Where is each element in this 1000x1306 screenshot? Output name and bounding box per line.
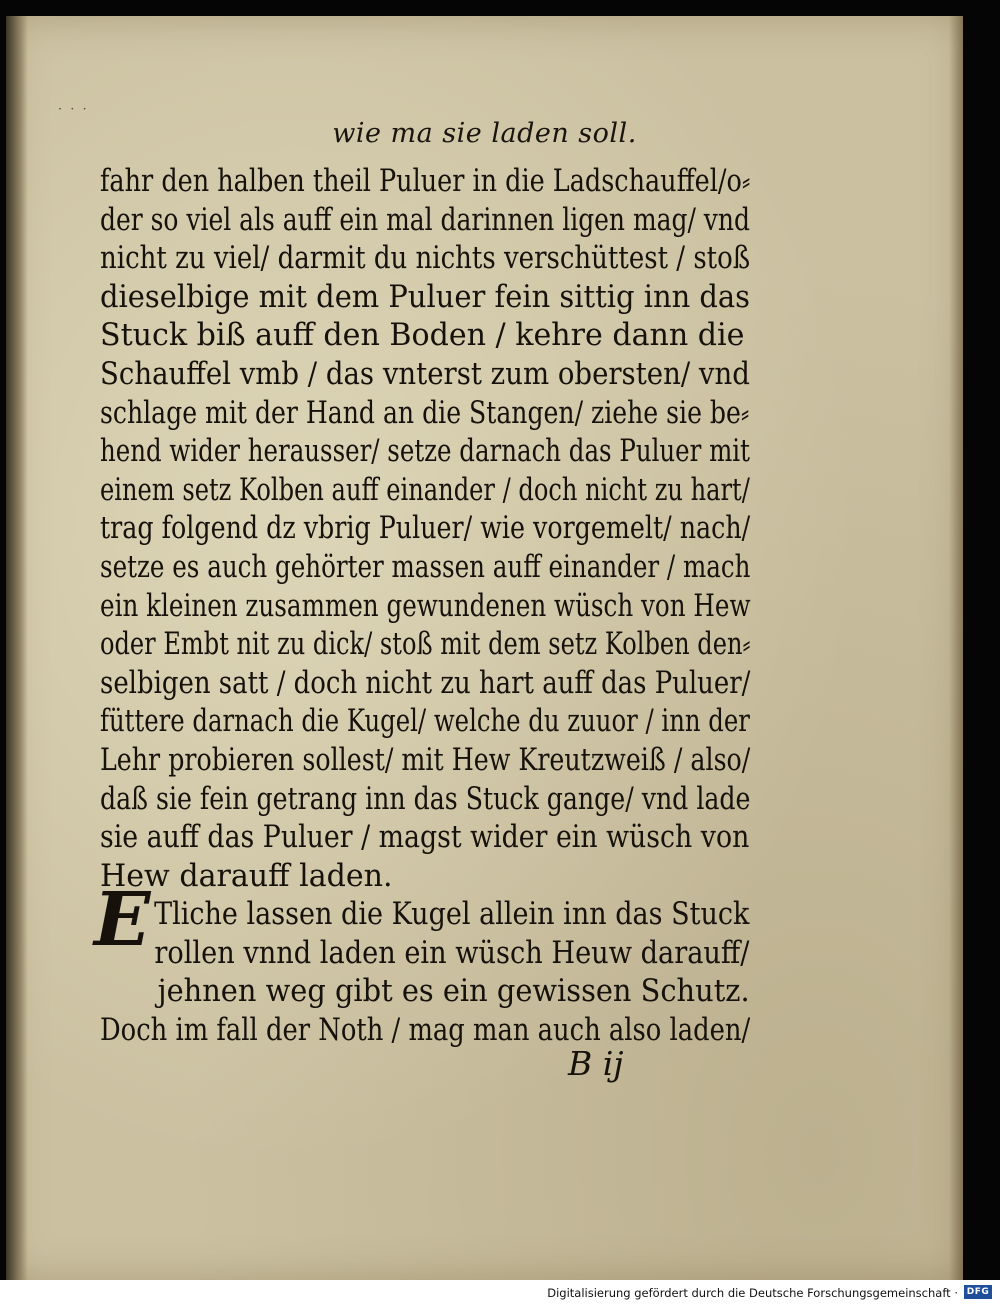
text-line: ein kleinen zusammen gewundenen wüsch von Hew <box>100 587 751 624</box>
text-line: nicht zu viel/ darmit du nichts verschüttest / stoß <box>100 240 751 277</box>
text-line: fahr den halben theil Puluer in die Ladschauffel/o⸗ <box>100 163 751 199</box>
funding-credit: Digitalisierung gefördert durch die Deutsche Forschungsgemeinschaft · <box>547 1286 958 1300</box>
text-line: jehnen weg gibt es ein gewissen Schutz. <box>157 973 750 1010</box>
page-spine-shadow <box>6 16 28 1280</box>
running-head: wie ma sie laden soll. <box>332 118 637 149</box>
text-line: Lehr probieren sollest/ mit Hew Kreutzweiß / also/ <box>100 741 751 778</box>
text-line: sie auff das Puluer / magst wider ein wüsch von <box>100 819 750 856</box>
text-line: setze es auch gehörter massen auff einander / mach <box>100 548 751 585</box>
text-line: der so viel als auff ein mal darinnen ligen mag/ vnd <box>100 201 750 238</box>
text-line: füttere darnach die Kugel/ welche du zuuor / inn der <box>100 703 750 740</box>
text-line: Schauffel vmb / das vnterst zum obersten/ vnd <box>100 355 750 392</box>
text-line: Stuck biß auff den Boden / kehre dann die <box>100 317 745 354</box>
text-line: oder Embt nit zu dick/ stoß mit dem setz Kolben den⸗ <box>100 626 751 663</box>
footer-bar <box>0 1280 1000 1306</box>
page-edge-shadow <box>949 16 963 1280</box>
text-line: Tliche lassen die Kugel allein inn das Stuck <box>154 896 750 933</box>
text-line: rollen vnnd laden ein wüsch Heuw darauff/ <box>154 934 750 971</box>
signature-mark: B ij <box>568 1044 624 1083</box>
dfg-logo-icon: DFG <box>964 1285 992 1299</box>
book-page <box>6 16 963 1280</box>
decorated-initial-letter: E <box>94 877 151 963</box>
corner-mark: · · · <box>58 102 89 117</box>
text-line: daß sie fein getrang inn das Stuck gange/ vnd lade <box>100 780 751 817</box>
text-line: selbigen satt / doch nicht zu hart auff das Puluer/ <box>100 664 751 701</box>
text-line: hend wider herausser/ setze darnach das Puluer mit <box>100 433 750 470</box>
text-line: trag folgend dz vbrig Puluer/ wie vorgemelt/ nach/ <box>100 510 751 547</box>
text-line: dieselbige mit dem Puluer fein sittig inn das <box>100 278 751 315</box>
text-line: Doch im fall der Noth / mag man auch also laden/ <box>100 1012 751 1049</box>
body-text <box>100 162 770 1050</box>
text-line: schlage mit der Hand an die Stangen/ ziehe sie be⸗ <box>100 394 750 431</box>
text-line: einem setz Kolben auff einander / doch nicht zu hart/ <box>100 471 750 508</box>
text-line: Hew darauff laden. <box>100 857 393 894</box>
